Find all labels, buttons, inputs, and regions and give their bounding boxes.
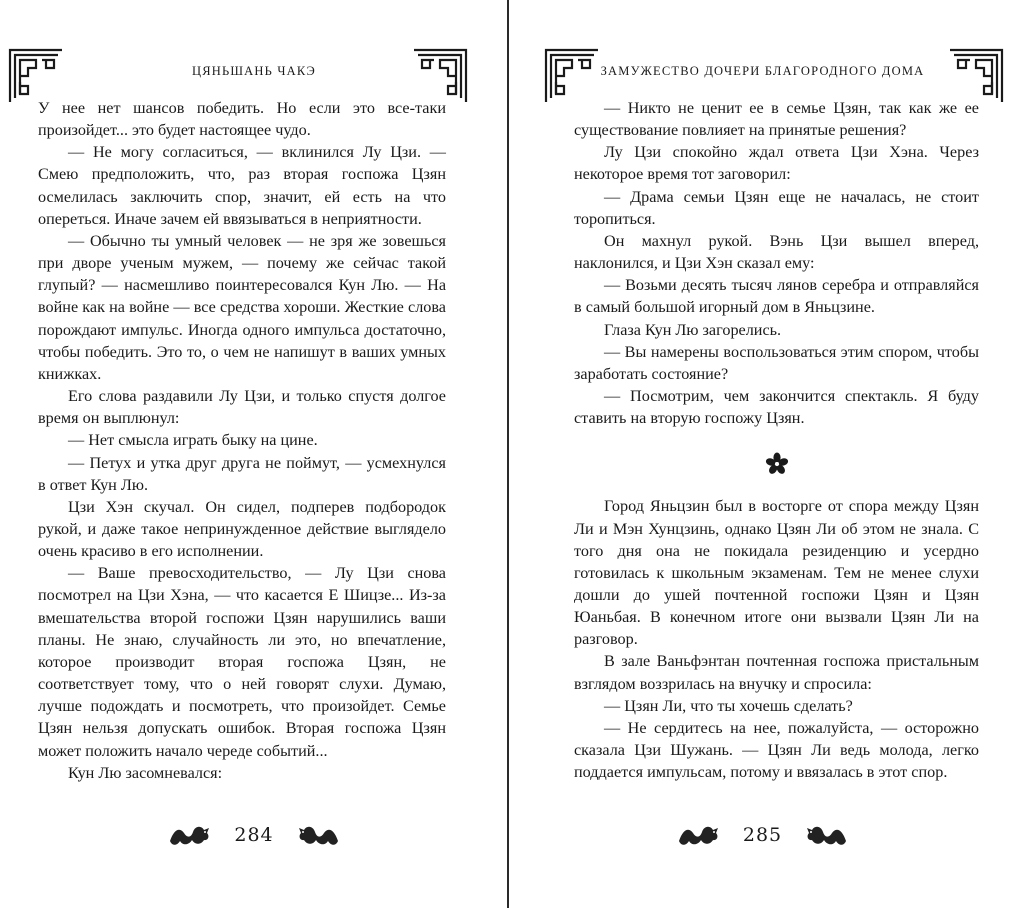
paragraph: — Нет смысла играть быку на цине. [68, 431, 318, 450]
paragraph: — Посмотрим, чем закончится спектакль. Я буду ставить на вторую госпожу Цзян. [574, 387, 979, 428]
running-header: ЦЯНЬШАНЬ ЧАКЭ [191, 64, 317, 78]
paragraph: — Петух и утка друг друга не поймут, — усмехнулся в ответ Кун Лю. [38, 453, 446, 494]
paragraph: Глаза Кун Лю загорелись. [604, 320, 782, 339]
page-footer [0, 820, 508, 850]
paragraph: — Не могу согласиться, — вклинился Лу Цзи. — Смею предположить, что, раз вторая госпожа Цзян осмелилась заключить спор, значит, ей есть на что опереться. Иначе зачем ей ввязываться в неприятности. [38, 143, 446, 228]
body-text [38, 97, 446, 784]
body-text [574, 97, 979, 783]
paragraph: — Драма семьи Цзян еще не началась, не стоит торопиться. [574, 187, 979, 228]
paragraph: Он махнул рукой. Вэнь Цзи вышел вперед, наклонился, и Цзи Хэн сказал ему: [574, 231, 979, 273]
paragraph: Цзи Хэн скучал. Он сидел, подперев подбородок рукой, и даже такое непринужденное действие выглядело очень красиво в его исполнении. [38, 497, 446, 561]
paragraph: Кун Лю засомневался: [68, 763, 223, 782]
dragon-ornament-icon [168, 821, 212, 849]
paragraph: Его слова раздавили Лу Цзи, и только спустя долгое время он выплюнул: [38, 387, 446, 428]
paragraph: — Возьми десять тысяч лянов серебра и отправляйся в самый большой игорный дом в Яньцзине. [574, 276, 979, 317]
page-number: 285 [742, 824, 783, 846]
dragon-ornament-icon [677, 821, 721, 849]
paragraph: — Обычно ты умный человек — не зря же зовешься при дворе ученым мужем, — почему же сейчас такой глупый? — насмешливо поинтересовался Кун Лю. — На войне как на войне — все средства хороши. Жесткие слова порождают импульс. Иногда одного импульса достаточно, чтобы победить. Это то, о чем не напишут в ваших умных книжках. [38, 231, 446, 383]
paragraph: — Цзян Ли, что ты хочешь сделать? [604, 696, 853, 715]
paragraph: — Ваше превосходительство, — Лу Цзи снова посмотрел на Цзи Хэна, — что касается Е Шицзе... Из-за вмешательства второй госпожи Цзян нарушились ваши планы. Не знаю, случайность ли это, но впечатление, которое производит вторая госпожа Цзян, не соответствует тому, что о ней говорят слухи. Думаю, лучше подождать и посмотреть, что произойдет. Семье Цзян нельзя допускать ошибок. Вторая госпожа Цзян может положить начало череде событий... [38, 564, 446, 760]
flower-separator-icon [765, 452, 789, 476]
section-separator [574, 429, 979, 495]
dragon-ornament-icon [804, 821, 848, 849]
paragraph: У нее нет шансов победить. Но если это все-таки произойдет... это будет настоящее чудо. [38, 99, 446, 140]
dragon-ornament-icon [296, 821, 340, 849]
paragraph: В зале Ваньфэнтан почтенная госпожа пристальным взглядом воззрилась на внучку и спросила: [574, 652, 979, 693]
right-page [509, 0, 1016, 908]
paragraph: Лу Цзи спокойно ждал ответа Цзи Хэна. Через некоторое время тот заговорил: [574, 143, 979, 184]
page-footer [509, 820, 1016, 850]
running-header: ЗАМУЖЕСТВО ДОЧЕРИ БЛАГОРОДНОГО ДОМА [600, 64, 925, 78]
paragraph: Город Яньцзин был в восторге от спора между Цзян Ли и Мэн Хунцзинь, однако Цзян Ли об этом не знала. С того дня она не покидала резиденцию и усердно готовилась к школьным экзаменам. Тем не менее слухи дошли до ушей почтенной госпожи Цзян и Цзян Юаньбая. В конечном итоге они вызвали Цзян Ли на разговор. [574, 497, 979, 649]
paragraph: — Никто не ценит ее в семье Цзян, так как же ее существование повлияет на принятые решения? [574, 99, 979, 140]
paragraph: — Вы намерены воспользоваться этим спором, чтобы заработать состояние? [574, 342, 979, 383]
page-number: 284 [234, 824, 274, 846]
paragraph: — Не сердитесь на нее, пожалуйста, — осторожно сказала Цзи Шужань. — Цзян Ли ведь молода, легко поддается импульсам, потому и ввязалась в этот спор. [574, 718, 979, 782]
